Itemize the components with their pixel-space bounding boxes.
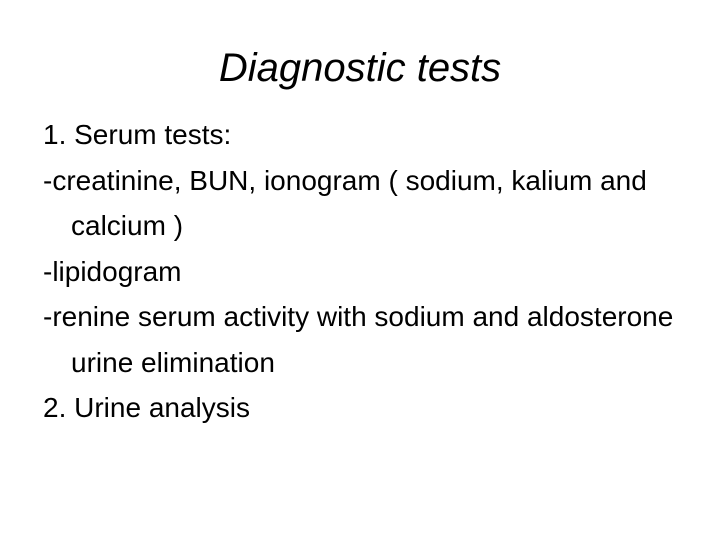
body-line-urine-analysis: 2. Urine analysis	[43, 392, 250, 423]
body-line-serum-tests: 1. Serum tests:	[43, 119, 232, 150]
slide-title: Diagnostic tests	[218, 46, 502, 90]
body-line-creatinine: -creatinine, BUN, ionogram ( sodium, kalium and calcium )	[43, 164, 647, 241]
body-line-renine: -renine serum activity with sodium and aldosterone urine elimination	[43, 301, 674, 378]
body-line-lipidogram: -lipidogram	[43, 255, 182, 287]
slide-body	[43, 112, 703, 431]
